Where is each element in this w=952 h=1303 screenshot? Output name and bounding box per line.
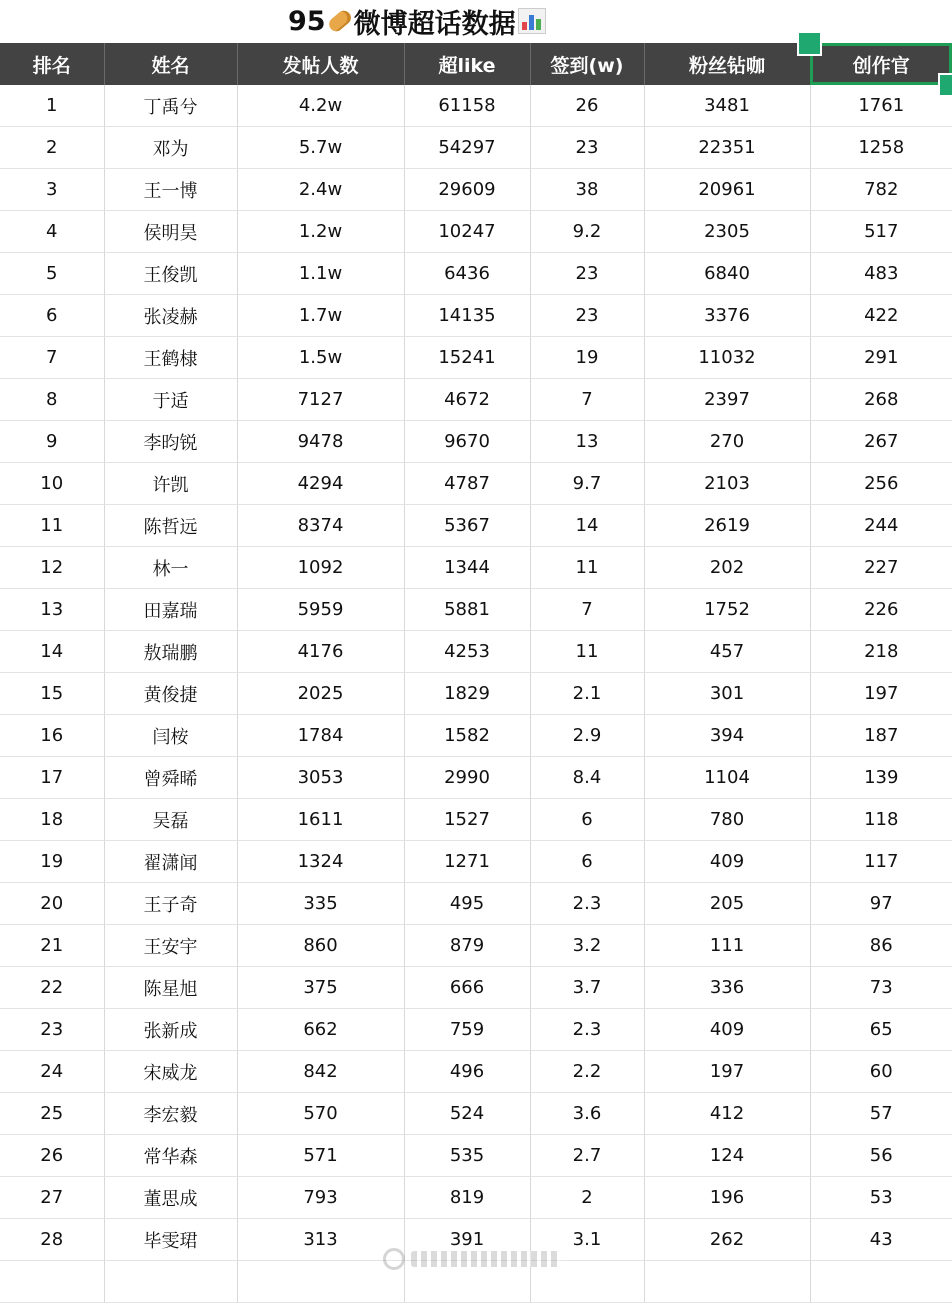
table-cell[interactable]: 王俊凯 (104, 253, 237, 295)
table-cell[interactable]: 4787 (404, 463, 530, 505)
table-cell[interactable]: 571 (237, 1135, 404, 1177)
watermark-logo-icon (383, 1248, 405, 1270)
table-cell[interactable]: 侯明昊 (104, 211, 237, 253)
table-cell[interactable]: 1527 (404, 799, 530, 841)
table-cell[interactable]: 15241 (404, 337, 530, 379)
table-row (0, 1009, 952, 1051)
table-row (0, 1135, 952, 1177)
table-cell[interactable]: 13 (530, 421, 644, 463)
table-cell[interactable]: 2 (0, 127, 104, 169)
table-cell[interactable]: 782 (810, 169, 952, 211)
table-cell[interactable]: 6840 (644, 253, 810, 295)
table-cell[interactable]: 3.1 (530, 1219, 644, 1261)
table-cell[interactable]: 3.6 (530, 1093, 644, 1135)
table-cell[interactable]: 244 (810, 505, 952, 547)
table-cell[interactable]: 7 (530, 379, 644, 421)
table-cell[interactable]: 375 (237, 967, 404, 1009)
table-cell[interactable]: 1761 (810, 85, 952, 127)
table-cell[interactable]: 422 (810, 295, 952, 337)
table-cell[interactable]: 林一 (104, 547, 237, 589)
table-cell[interactable]: 许凯 (104, 463, 237, 505)
table-row (0, 547, 952, 589)
table-cell[interactable]: 570 (237, 1093, 404, 1135)
empty-cell[interactable] (237, 1261, 404, 1303)
table-cell[interactable]: 3481 (644, 85, 810, 127)
table-cell[interactable]: 1271 (404, 841, 530, 883)
empty-cell[interactable] (810, 1261, 952, 1303)
table-cell[interactable]: 王一博 (104, 169, 237, 211)
table-cell[interactable]: 111 (644, 925, 810, 967)
table-cell[interactable]: 14135 (404, 295, 530, 337)
table-cell[interactable]: 17 (0, 757, 104, 799)
table-cell[interactable]: 1784 (237, 715, 404, 757)
table-cell[interactable]: 9670 (404, 421, 530, 463)
table-row (0, 883, 952, 925)
column-header-3[interactable]: 超like (404, 43, 530, 85)
table-cell[interactable]: 15 (0, 673, 104, 715)
table-row (0, 1093, 952, 1135)
table-cell[interactable]: 10247 (404, 211, 530, 253)
table-cell[interactable]: 宋威龙 (104, 1051, 237, 1093)
title-prefix: 95 (288, 5, 326, 37)
table-cell[interactable]: 38 (530, 169, 644, 211)
table-cell[interactable]: 270 (644, 421, 810, 463)
table-cell[interactable]: 73 (810, 967, 952, 1009)
table-cell[interactable]: 197 (644, 1051, 810, 1093)
column-header-1[interactable]: 姓名 (104, 43, 237, 85)
table-cell[interactable]: 常华森 (104, 1135, 237, 1177)
table-cell[interactable]: 819 (404, 1177, 530, 1219)
table-cell[interactable]: 1.5w (237, 337, 404, 379)
peanut-icon (326, 8, 353, 34)
column-header-6[interactable]: 创作官 (810, 43, 952, 85)
column-header-0[interactable]: 排名 (0, 43, 104, 85)
table-cell[interactable]: 394 (644, 715, 810, 757)
table-cell[interactable]: 197 (810, 673, 952, 715)
table-cell[interactable]: 291 (810, 337, 952, 379)
table-body (0, 85, 952, 1303)
table-row (0, 463, 952, 505)
table-cell[interactable]: 57 (810, 1093, 952, 1135)
table-cell[interactable]: 1324 (237, 841, 404, 883)
table-row (0, 841, 952, 883)
table-cell[interactable]: 7 (0, 337, 104, 379)
table-cell[interactable]: 5367 (404, 505, 530, 547)
table-cell[interactable]: 4.2w (237, 85, 404, 127)
table-cell[interactable]: 6 (530, 799, 644, 841)
table-cell[interactable]: 2.7 (530, 1135, 644, 1177)
table-cell[interactable]: 张凌赫 (104, 295, 237, 337)
table-cell[interactable]: 301 (644, 673, 810, 715)
table-cell[interactable]: 26 (530, 85, 644, 127)
table-cell[interactable]: 田嘉瑞 (104, 589, 237, 631)
table-cell[interactable]: 3053 (237, 757, 404, 799)
table-cell[interactable]: 9.2 (530, 211, 644, 253)
table-cell[interactable]: 5 (0, 253, 104, 295)
table-cell[interactable]: 邓为 (104, 127, 237, 169)
table-cell[interactable]: 王子奇 (104, 883, 237, 925)
table-cell[interactable]: 2305 (644, 211, 810, 253)
table-cell[interactable]: 18 (0, 799, 104, 841)
table-cell[interactable]: 3376 (644, 295, 810, 337)
table-cell[interactable]: 11 (530, 547, 644, 589)
column-header-4[interactable]: 签到(w) (530, 43, 644, 85)
table-cell[interactable]: 8374 (237, 505, 404, 547)
table-cell[interactable]: 闫桉 (104, 715, 237, 757)
table-cell[interactable]: 王安宇 (104, 925, 237, 967)
table-cell[interactable]: 于适 (104, 379, 237, 421)
table-cell[interactable]: 7 (530, 589, 644, 631)
table-cell[interactable]: 23 (530, 127, 644, 169)
table-row (0, 211, 952, 253)
table-cell[interactable]: 662 (237, 1009, 404, 1051)
table-cell[interactable]: 23 (530, 295, 644, 337)
table-row (0, 925, 952, 967)
table-cell[interactable]: 262 (644, 1219, 810, 1261)
table-cell[interactable]: 2.2 (530, 1051, 644, 1093)
table-cell[interactable]: 457 (644, 631, 810, 673)
table-cell[interactable]: 王鹤棣 (104, 337, 237, 379)
table-cell[interactable]: 495 (404, 883, 530, 925)
table-cell[interactable]: 9478 (237, 421, 404, 463)
table-cell[interactable]: 6 (0, 295, 104, 337)
data-table (0, 43, 952, 1303)
table-row (0, 589, 952, 631)
table-cell[interactable]: 19 (0, 841, 104, 883)
table-cell[interactable]: 60 (810, 1051, 952, 1093)
table-cell[interactable]: 3 (0, 169, 104, 211)
table-cell[interactable]: 1092 (237, 547, 404, 589)
table-cell[interactable]: 21 (0, 925, 104, 967)
watermark-text-graphic (411, 1251, 561, 1267)
table-cell[interactable]: 2.4w (237, 169, 404, 211)
table-row (0, 631, 952, 673)
empty-cell[interactable] (0, 1261, 104, 1303)
table-cell[interactable]: 56 (810, 1135, 952, 1177)
table-cell[interactable]: 313 (237, 1219, 404, 1261)
table-cell[interactable]: 11 (530, 631, 644, 673)
table-cell[interactable]: 43 (810, 1219, 952, 1261)
table-cell[interactable]: 4253 (404, 631, 530, 673)
table-cell[interactable]: 3.2 (530, 925, 644, 967)
table-cell[interactable]: 27 (0, 1177, 104, 1219)
table-row (0, 757, 952, 799)
table-cell[interactable]: 8.4 (530, 757, 644, 799)
table-cell[interactable]: 8 (0, 379, 104, 421)
table-cell[interactable]: 2.1 (530, 673, 644, 715)
empty-cell[interactable] (644, 1261, 810, 1303)
table-cell[interactable]: 19 (530, 337, 644, 379)
table-cell[interactable]: 139 (810, 757, 952, 799)
table-cell[interactable]: 1.7w (237, 295, 404, 337)
table-row (0, 337, 952, 379)
table-cell[interactable]: 496 (404, 1051, 530, 1093)
table-cell[interactable]: 1611 (237, 799, 404, 841)
table-cell[interactable]: 97 (810, 883, 952, 925)
table-cell[interactable]: 曾舜晞 (104, 757, 237, 799)
table-cell[interactable]: 5881 (404, 589, 530, 631)
table-cell[interactable]: 54297 (404, 127, 530, 169)
table-cell[interactable]: 187 (810, 715, 952, 757)
title-text: 微博超话数据 (353, 8, 516, 40)
table-cell[interactable]: 22351 (644, 127, 810, 169)
table-cell[interactable]: 李昀锐 (104, 421, 237, 463)
table-cell[interactable]: 25 (0, 1093, 104, 1135)
column-header-5[interactable]: 粉丝钻咖 (644, 43, 810, 85)
table-cell[interactable]: 793 (237, 1177, 404, 1219)
table-cell[interactable]: 26 (0, 1135, 104, 1177)
table-cell[interactable]: 李宏毅 (104, 1093, 237, 1135)
table-cell[interactable]: 53 (810, 1177, 952, 1219)
table-cell[interactable]: 65 (810, 1009, 952, 1051)
table-cell[interactable]: 丁禹兮 (104, 85, 237, 127)
table-cell[interactable]: 1 (0, 85, 104, 127)
table-cell[interactable]: 董思成 (104, 1177, 237, 1219)
bar-chart-icon (518, 8, 546, 34)
table-cell[interactable]: 14 (0, 631, 104, 673)
table-cell[interactable]: 483 (810, 253, 952, 295)
table-cell[interactable]: 205 (644, 883, 810, 925)
table-cell[interactable]: 29609 (404, 169, 530, 211)
table-cell[interactable]: 2.3 (530, 1009, 644, 1051)
table-cell[interactable]: 2103 (644, 463, 810, 505)
table-cell[interactable]: 267 (810, 421, 952, 463)
table-cell[interactable]: 10 (0, 463, 104, 505)
table-cell[interactable]: 124 (644, 1135, 810, 1177)
table-cell[interactable]: 11032 (644, 337, 810, 379)
table-cell[interactable]: 409 (644, 841, 810, 883)
table-cell[interactable]: 409 (644, 1009, 810, 1051)
table-cell[interactable]: 1258 (810, 127, 952, 169)
table-cell[interactable]: 9.7 (530, 463, 644, 505)
table-cell[interactable]: 3.7 (530, 967, 644, 1009)
table-cell[interactable]: 16 (0, 715, 104, 757)
table-cell[interactable]: 黄俊捷 (104, 673, 237, 715)
table-cell[interactable]: 666 (404, 967, 530, 1009)
table-row (0, 295, 952, 337)
table-cell[interactable]: 14 (530, 505, 644, 547)
table-cell[interactable]: 412 (644, 1093, 810, 1135)
table-cell[interactable]: 860 (237, 925, 404, 967)
table-cell[interactable]: 6436 (404, 253, 530, 295)
table-cell[interactable]: 196 (644, 1177, 810, 1219)
table-cell[interactable]: 218 (810, 631, 952, 673)
table-cell[interactable]: 517 (810, 211, 952, 253)
table-cell[interactable]: 4 (0, 211, 104, 253)
table-cell[interactable]: 268 (810, 379, 952, 421)
table-cell[interactable]: 7127 (237, 379, 404, 421)
table-cell[interactable]: 6 (530, 841, 644, 883)
table-cell[interactable]: 256 (810, 463, 952, 505)
table-cell[interactable]: 2397 (644, 379, 810, 421)
table-cell[interactable]: 1582 (404, 715, 530, 757)
table-cell[interactable]: 780 (644, 799, 810, 841)
watermark (383, 1244, 573, 1274)
table-cell[interactable]: 4672 (404, 379, 530, 421)
table-row (0, 1177, 952, 1219)
selection-handle-top-left[interactable] (797, 31, 822, 56)
table-cell[interactable]: 11 (0, 505, 104, 547)
table-cell[interactable]: 759 (404, 1009, 530, 1051)
table-row (0, 169, 952, 211)
table-row (0, 85, 952, 127)
table-cell[interactable]: 1.1w (237, 253, 404, 295)
empty-cell[interactable] (104, 1261, 237, 1303)
table-cell[interactable]: 12 (0, 547, 104, 589)
table-cell[interactable]: 879 (404, 925, 530, 967)
table-cell[interactable]: 535 (404, 1135, 530, 1177)
table-cell[interactable]: 4176 (237, 631, 404, 673)
table-cell[interactable]: 23 (0, 1009, 104, 1051)
table-row (0, 967, 952, 1009)
table-cell[interactable]: 2.9 (530, 715, 644, 757)
table-cell[interactable]: 524 (404, 1093, 530, 1135)
table-cell[interactable]: 61158 (404, 85, 530, 127)
table-cell[interactable]: 5.7w (237, 127, 404, 169)
table-cell[interactable]: 117 (810, 841, 952, 883)
sheet-title (288, 0, 546, 42)
table-cell[interactable]: 张新成 (104, 1009, 237, 1051)
table-row (0, 505, 952, 547)
table-cell[interactable]: 毕雯珺 (104, 1219, 237, 1261)
table-cell[interactable]: 2.3 (530, 883, 644, 925)
table-cell[interactable]: 2 (530, 1177, 644, 1219)
table-row (0, 673, 952, 715)
table-cell[interactable]: 9 (0, 421, 104, 463)
table-cell[interactable]: 1829 (404, 673, 530, 715)
table-cell[interactable]: 1752 (644, 589, 810, 631)
table-cell[interactable]: 842 (237, 1051, 404, 1093)
table-cell[interactable]: 2025 (237, 673, 404, 715)
selection-handle-bottom-right[interactable] (938, 73, 952, 97)
table-cell[interactable]: 陈星旭 (104, 967, 237, 1009)
table-cell[interactable]: 陈哲远 (104, 505, 237, 547)
table-cell[interactable]: 13 (0, 589, 104, 631)
table-cell[interactable]: 227 (810, 547, 952, 589)
table-cell[interactable]: 翟潇闻 (104, 841, 237, 883)
table-cell[interactable]: 1344 (404, 547, 530, 589)
table-cell[interactable]: 118 (810, 799, 952, 841)
table-row (0, 127, 952, 169)
table-cell[interactable]: 226 (810, 589, 952, 631)
table-cell[interactable]: 20961 (644, 169, 810, 211)
table-cell[interactable]: 336 (644, 967, 810, 1009)
table-cell[interactable]: 4294 (237, 463, 404, 505)
table-row (0, 1051, 952, 1093)
column-header-2[interactable]: 发帖人数 (237, 43, 404, 85)
table-row (0, 253, 952, 295)
table-cell[interactable]: 391 (404, 1219, 530, 1261)
table-row (0, 421, 952, 463)
table-cell[interactable]: 24 (0, 1051, 104, 1093)
table-cell[interactable]: 28 (0, 1219, 104, 1261)
table-cell[interactable]: 202 (644, 547, 810, 589)
table-cell[interactable]: 5959 (237, 589, 404, 631)
table-cell[interactable]: 吴磊 (104, 799, 237, 841)
table-cell[interactable]: 1.2w (237, 211, 404, 253)
table-cell[interactable]: 2619 (644, 505, 810, 547)
table-cell[interactable]: 1104 (644, 757, 810, 799)
table-row (0, 379, 952, 421)
table-cell[interactable]: 2990 (404, 757, 530, 799)
table-cell[interactable]: 86 (810, 925, 952, 967)
table-cell[interactable]: 20 (0, 883, 104, 925)
table-row (0, 715, 952, 757)
table-cell[interactable]: 23 (530, 253, 644, 295)
table-cell[interactable]: 335 (237, 883, 404, 925)
table-row (0, 799, 952, 841)
table-cell[interactable]: 22 (0, 967, 104, 1009)
table-cell[interactable]: 敖瑞鹏 (104, 631, 237, 673)
